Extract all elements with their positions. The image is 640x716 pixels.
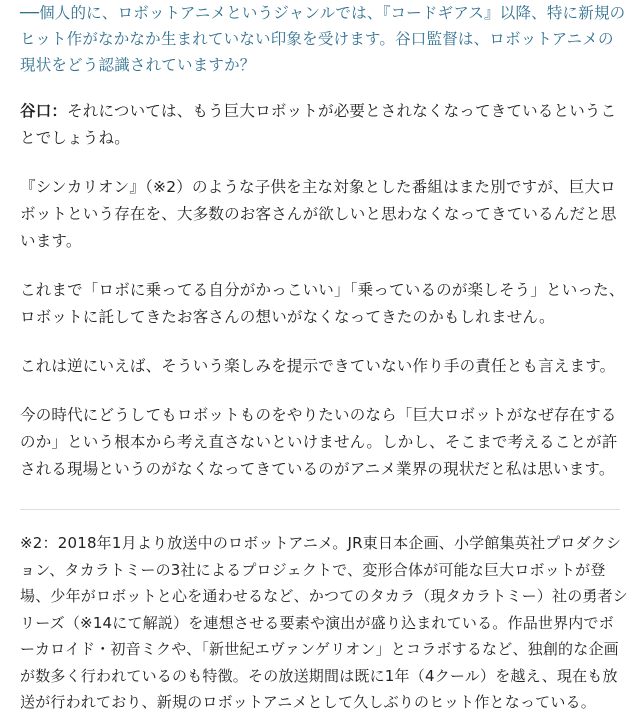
- answer-first-text: それについては、もう巨大ロボットが必要とされなくなってきているということでしょうね。: [20, 102, 617, 147]
- answer-paragraph-3: これまで「ロボに乗ってる自分がかっこいい」「乗っているのが楽しそう」といった、ロボットに託してきたお客さんの想いがなくなってきたのかもしれません。: [20, 281, 625, 326]
- speaker-label: 谷口：: [20, 102, 68, 120]
- footnote-text: ※2：2018年1月より放送中のロボットアニメ。JR東日本企画、小学館集英社プロダクション、タカラトミーの3社によるプロジェクトで、変形合体が可能な巨大ロボットが登場、少年がロボットと心を通わせるなど、かつてのタカラ（現タカラトミー）社の勇者シリーズ（※14にて解説）を連想させる要素や演出が盛り込まれている。作品世界内でボーカロイド・初音ミクや、「新世紀エヴァンゲリオン」とコラボするなど、独創的な企画が数多く行われているのも特徴。その放送期間は既に1年（4クール）を越え、現在も放送が行われており、新規のロボットアニメとして久しぶりのヒット作となっている。: [20, 534, 629, 711]
- answer-paragraph-1: [20, 98, 628, 152]
- answer-paragraph-2: 『シンカリオン』（※2）のような子供を主な対象とした番組はまた別ですが、巨大ロボットという存在を、大多数のお客さんが欲しいと思わなくなってきているんだと思います。: [20, 178, 617, 250]
- footnote-divider: [20, 509, 620, 510]
- answer-paragraph-5: 今の時代にどうしてもロボットものをやりたいのなら「巨大ロボットがなぜ存在するのか」という根本から考え直さないといけません。しかし、そこまで考えることが許される現場というのがなくなってきているのがアニメ業界の現状だと私は思います。: [20, 406, 618, 478]
- interview-question: ──個人的に、ロボットアニメというジャンルでは、『コードギアス』以降、特に新規のヒット作がなかなか生まれていない印象を受けます。谷口監督は、ロボットアニメの現状をどう認識されていますか？: [20, 4, 626, 74]
- interview-article: [20, 0, 628, 716]
- answer-paragraph-4: これは逆にいえば、そういう楽しみを提示できていない作り手の責任とも言えます。: [20, 357, 616, 375]
